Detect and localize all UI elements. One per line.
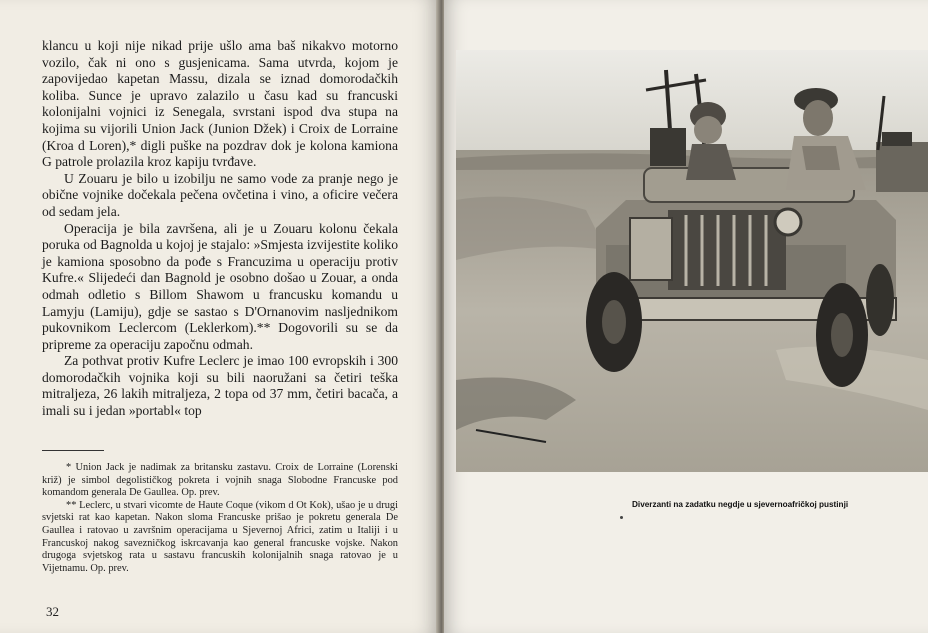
- footnotes: [42, 462, 398, 575]
- footnote-2: ** Leclerc, u stvari vicomte de Haute Coque (vikom d Ot Kok), ušao je u drugi svjetski rat kao kapetan. Nakon sloma Francuske prišao je pokretu generala De Gaullea i ratovao u završnim operacijama u Sjevernoj Africi, zatim u Italiji i u Francuskoj nakog savezničkog iskrcavanja kao general francuske vojske. Nakon drugoga svjetskog rata u sastavu francuskih kolonijalnih snaga ratovao je u Vijetnamu. Op. prev.: [42, 499, 398, 574]
- footnote-1: * Union Jack je nadimak za britansku zastavu. Croix de Lorraine (Lorenski križ) je simbol degolističkog pokreta i vojnih snaga Slobodne Francuske pod komandom generala De Gaullea. Op. prev.: [42, 462, 398, 499]
- paragraph-3: Operacija je bila završena, ali je u Zouaru kolonu čekala poruka od Bagnolda u kojoj je stajalo: »Smjesta izvijestite koliko je kamiona sposobno da pođe s Francuzima u operaciju protiv Kufre.« Slijedeći dan Bagnold je osobno došao u Zouar, a onda odmah odletio s Billom Shawom u francusku komandu u Lamyju (Lamiju), gdje se sastao s D'Ornanovim nasljednikom pukovnikom Leclercom (Leklerkom).** Dogovorili su se da pripreme za operaciju započnu odmah.: [42, 220, 398, 352]
- body-text: [42, 38, 398, 420]
- photo-caption: Diverzanti na zadatku negdje u sjevernoafričkoj pustinji: [632, 500, 849, 509]
- footnote-rule: [42, 450, 104, 451]
- paragraph-4: Za pothvat protiv Kufre Leclerc je imao 100 evropskih i 300 domorodačkih vojnika koji su bili naoružani sa četiri teška mitraljeza, 26 lakih mitraljeza, 2 topa od 37 mm, četiri bacača, a imali su i jedan »portabl« top: [42, 353, 398, 419]
- page-number: 32: [46, 604, 59, 619]
- photo-illustration: [456, 50, 928, 472]
- desert-jeep-photo: [456, 50, 928, 472]
- paragraph-2: U Zouaru je bilo u izobilju ne samo vode za pranje nego je obične vojnike dočekala pečena ovčetina i vino, a oficire večera od sedam jela.: [42, 170, 398, 219]
- left-page: [0, 0, 440, 633]
- paragraph-1: klancu u koji nije nikad prije ušlo ama baš nikakvo motorno vozilo, čak ni ono s gusjenicama. Sama utvrda, kojom je zapovijedao kapetan Massu, dizala se iznad domorodačkih koliba. Sunce je upravo zalazilo u času kad su francuski kolonijalni vojnici iz Senegala, svrstani ispod dva stupa na kojima su vijorili Union Jack (Junion Džek) i Croix de Lorraine (Kroa d Loren),* digli puške na pozdrav dok je kolona kamiona G patrole prolazila kroz kapiju tvrđave.: [42, 38, 398, 170]
- speck: [620, 516, 623, 519]
